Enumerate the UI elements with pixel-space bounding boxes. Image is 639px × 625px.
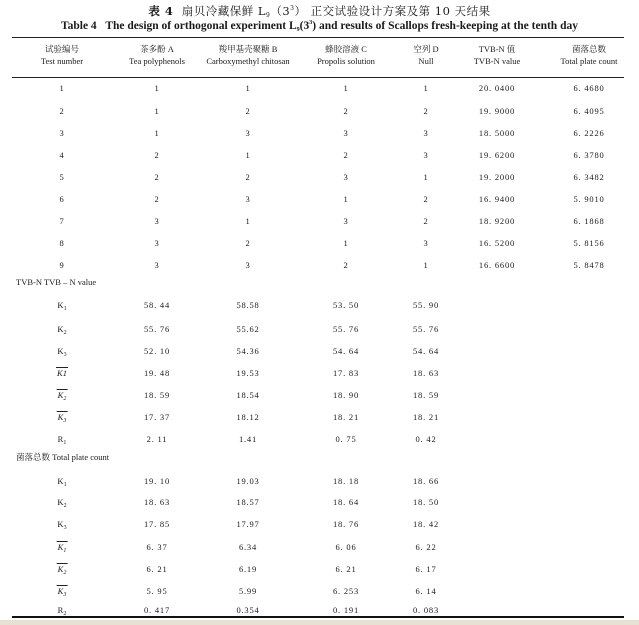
table-cell: 2 <box>343 260 349 270</box>
table-cell: 5 <box>59 172 65 182</box>
row-label-letter: K <box>57 542 64 552</box>
analysis-cell: 58.58 <box>236 300 260 310</box>
caption-en-paren-open: ( <box>299 20 304 32</box>
row-label <box>57 324 66 336</box>
analysis-cell: 5.99 <box>238 586 258 596</box>
row-label-symbol <box>57 563 68 574</box>
table-cell: 19. 9000 <box>478 106 516 116</box>
table-cell: 3 <box>423 128 429 138</box>
table-cell: 3 <box>154 216 160 226</box>
analysis-cell: 18. 90 <box>332 390 360 400</box>
column-header <box>413 43 438 67</box>
table-cell: 6. 4095 <box>573 106 605 116</box>
table-cell: 6. 3780 <box>573 150 605 160</box>
row-label-subscript: 2 <box>63 396 67 402</box>
analysis-cell: 6. 21 <box>146 564 168 574</box>
row-label <box>57 300 66 312</box>
analysis-cell: 5. 95 <box>146 586 168 596</box>
table-caption-chinese <box>0 3 639 19</box>
table-cell: 5. 8156 <box>573 238 605 248</box>
analysis-cell: 52. 10 <box>143 346 171 356</box>
row-label-letter: K <box>57 476 64 486</box>
column-header-en: TVB-N value <box>473 56 521 66</box>
analysis-cell: 0. 083 <box>412 605 440 615</box>
analysis-cell: 0.354 <box>236 605 260 615</box>
row-label-subscript: 1 <box>63 482 67 488</box>
analysis-cell: 0. 417 <box>143 605 171 615</box>
row-label-subscript: 3 <box>63 592 67 598</box>
row-label <box>57 564 68 576</box>
caption-en-text-a: The design of orthogonal experiment L <box>105 20 297 32</box>
table-cell: 16. 6600 <box>478 260 516 270</box>
table-cell: 6. 1868 <box>573 216 605 226</box>
analysis-cell: 18. 63 <box>143 497 171 507</box>
column-header-cn: 蜂胶溶液 C <box>325 44 367 54</box>
caption-cn-text-a: 扇贝冷藏保鲜 L <box>181 4 267 18</box>
table-cell: 19. 6200 <box>478 150 516 160</box>
analysis-cell: 0. 191 <box>332 605 360 615</box>
row-label <box>57 497 66 509</box>
row-label-symbol <box>57 324 66 334</box>
table-cell: 6. 2226 <box>573 128 605 138</box>
analysis-cell: 53. 50 <box>332 300 360 310</box>
table-cell: 6 <box>59 194 65 204</box>
row-label-letter: K <box>57 497 64 507</box>
row-label-symbol <box>56 367 68 378</box>
analysis-cell: 18. 50 <box>412 497 440 507</box>
analysis-cell: 18. 59 <box>143 390 171 400</box>
analysis-cell: 55. 76 <box>412 324 440 334</box>
analysis-cell: 19.53 <box>236 368 260 378</box>
caption-en-superscript: 3 <box>309 20 313 27</box>
table-cell: 2 <box>423 194 429 204</box>
column-header <box>317 43 375 67</box>
table-cell: 20. 0400 <box>478 83 516 93</box>
table-cell: 7 <box>59 216 65 226</box>
table-cell: 9 <box>59 260 65 270</box>
caption-cn-paren-close: ） <box>294 4 307 18</box>
row-label-letter: K <box>57 324 64 334</box>
table-cell: 5. 8478 <box>573 260 605 270</box>
section-title-total-plate-count: 菌落总数 Total plate count <box>16 452 110 462</box>
row-label-letter: K <box>57 412 64 422</box>
table-cell: 18. 5000 <box>478 128 516 138</box>
analysis-cell: 19. 10 <box>143 476 171 486</box>
table-cell: 3 <box>343 172 349 182</box>
row-label-letter: K <box>57 586 64 596</box>
column-header-en: Null <box>418 56 434 66</box>
table-cell: 2 <box>154 150 160 160</box>
analysis-cell: 18. 63 <box>412 368 440 378</box>
column-header-cn: 空列 D <box>413 44 439 54</box>
row-label-letter: K1 <box>57 368 67 378</box>
table-cell: 1 <box>154 106 160 116</box>
analysis-cell: 6.34 <box>238 542 258 552</box>
analysis-cell: 55. 76 <box>143 324 171 334</box>
column-header-cn: 菌落总数 <box>571 44 606 54</box>
row-label-subscript: 3 <box>63 418 67 424</box>
analysis-cell: 6. 14 <box>415 586 437 596</box>
row-label-symbol <box>57 346 66 356</box>
table-cell: 2 <box>245 172 251 182</box>
analysis-cell: 0. 42 <box>415 434 437 444</box>
table-cell: 6. 4680 <box>573 83 605 93</box>
table-cell: 2 <box>59 106 65 116</box>
row-label-subscript: 1 <box>63 440 67 446</box>
analysis-cell: 19. 48 <box>143 368 171 378</box>
caption-cn-base: 3 <box>282 4 291 18</box>
row-label-letter: K <box>57 390 64 400</box>
table-cell: 3 <box>154 238 160 248</box>
row-label-letter: K <box>57 564 64 574</box>
analysis-cell: 18. 76 <box>332 519 360 529</box>
analysis-cell: 6. 17 <box>415 564 437 574</box>
column-header-en: Test number <box>40 56 84 66</box>
caption-en-subscript: 9 <box>296 27 300 33</box>
row-label <box>57 390 68 402</box>
row-label <box>58 434 67 446</box>
table-cell: 1 <box>423 260 429 270</box>
analysis-cell: 1.41 <box>238 434 258 444</box>
row-label-subscript: 2 <box>63 330 67 336</box>
table-cell: 1 <box>423 83 429 93</box>
table-cell: 1 <box>343 194 349 204</box>
table-bottom-rule <box>12 616 624 618</box>
row-label-subscript: 2 <box>63 570 67 576</box>
page-bottom-strip <box>0 620 639 625</box>
table-cell: 1 <box>154 128 160 138</box>
row-label-letter: K <box>57 300 64 310</box>
caption-cn-superscript: 3 <box>290 5 295 13</box>
table-cell: 3 <box>343 128 349 138</box>
table-cell: 1 <box>423 172 429 182</box>
analysis-cell: 55. 76 <box>332 324 360 334</box>
analysis-cell: 18.54 <box>236 390 260 400</box>
caption-cn-text-b: 正交试验设计方案及第 10 天结果 <box>310 4 491 18</box>
row-label-symbol <box>57 541 68 552</box>
table-cell: 3 <box>245 128 251 138</box>
table-cell: 3 <box>423 238 429 248</box>
row-label-symbol <box>57 476 66 486</box>
caption-en-base: 3 <box>303 20 310 32</box>
row-label <box>57 412 68 424</box>
table-cell: 5. 9010 <box>573 194 605 204</box>
caption-cn-subscript: 9 <box>266 12 271 19</box>
column-header-en: Propolis solution <box>317 56 375 66</box>
table-number-cn: 表 4 <box>148 4 174 18</box>
table-caption-english <box>0 20 639 33</box>
analysis-cell: 17. 37 <box>143 412 171 422</box>
table-cell: 1 <box>343 83 349 93</box>
row-label-symbol <box>58 434 67 444</box>
analysis-cell: 18. 42 <box>412 519 440 529</box>
row-label-symbol <box>57 411 68 422</box>
analysis-cell: 6. 06 <box>335 542 357 552</box>
row-label <box>57 542 68 554</box>
row-label-subscript: 1 <box>63 548 67 554</box>
analysis-cell: 2. 11 <box>146 434 168 444</box>
analysis-cell: 18. 66 <box>412 476 440 486</box>
row-label-subscript: 2 <box>63 611 67 617</box>
row-label-symbol <box>57 497 66 507</box>
table-cell: 1 <box>245 150 251 160</box>
table-cell: 2 <box>423 106 429 116</box>
row-label-symbol <box>57 300 66 310</box>
table-top-rule <box>12 37 624 38</box>
analysis-cell: 58. 44 <box>143 300 171 310</box>
column-header-cn: TVB-N 值 <box>478 44 516 54</box>
analysis-cell: 0. 75 <box>335 434 357 444</box>
table-cell: 2 <box>423 216 429 226</box>
caption-en-text-b: and results of Scallops fresh-keeping at the tenth day <box>318 20 578 32</box>
column-header-cn: 羧甲基壳聚糖 B <box>218 44 278 54</box>
table-cell: 1 <box>59 83 65 93</box>
table-cell: 16. 5200 <box>478 238 516 248</box>
row-label <box>57 346 66 358</box>
row-label-letter: R <box>57 605 64 615</box>
table-cell: 2 <box>343 106 349 116</box>
table-cell: 2 <box>245 106 251 116</box>
table-cell: 2 <box>154 194 160 204</box>
column-header <box>206 43 289 67</box>
analysis-cell: 18.57 <box>236 497 260 507</box>
row-label-subscript: 1 <box>63 306 67 312</box>
table-cell: 3 <box>245 194 251 204</box>
column-header <box>129 43 185 67</box>
analysis-cell: 6. 253 <box>332 586 360 596</box>
analysis-cell: 18.12 <box>236 412 260 422</box>
row-label <box>57 586 68 598</box>
table-cell: 4 <box>59 150 65 160</box>
table-cell: 2 <box>343 150 349 160</box>
analysis-cell: 17. 83 <box>332 368 360 378</box>
section-title-tvbn: TVB-N TVB – N value <box>16 277 97 287</box>
analysis-cell: 55.62 <box>236 324 260 334</box>
row-label-letter: R <box>57 434 64 444</box>
table-cell: 1 <box>154 83 160 93</box>
row-label-subscript: 3 <box>63 525 67 531</box>
table-cell: 3 <box>154 260 160 270</box>
column-header-en: Tea polyphenols <box>129 56 185 66</box>
row-label-subscript: 2 <box>63 503 67 509</box>
table-cell: 3 <box>245 260 251 270</box>
analysis-cell: 19.03 <box>236 476 260 486</box>
table-cell: 3 <box>343 216 349 226</box>
analysis-cell: 6. 21 <box>335 564 357 574</box>
column-header <box>474 43 521 67</box>
analysis-cell: 55. 90 <box>412 300 440 310</box>
row-label-symbol <box>57 585 68 596</box>
table-cell: 1 <box>245 216 251 226</box>
table-cell: 1 <box>343 238 349 248</box>
analysis-cell: 18. 64 <box>332 497 360 507</box>
table-cell: 6. 3482 <box>573 172 605 182</box>
row-label <box>57 476 66 488</box>
table-cell: 3 <box>423 150 429 160</box>
column-header-cn: 试验编号 <box>44 44 80 54</box>
analysis-cell: 18. 18 <box>332 476 360 486</box>
row-label-symbol <box>57 519 66 529</box>
caption-cn-paren-open: （ <box>270 4 283 18</box>
table-cell: 8 <box>59 238 65 248</box>
analysis-cell: 54.36 <box>236 346 260 356</box>
row-label-symbol <box>58 605 67 615</box>
column-header-cn: 茶多酚 A <box>140 44 174 54</box>
row-label <box>57 519 66 531</box>
analysis-cell: 6.19 <box>238 564 258 574</box>
caption-en-paren-close: ) <box>312 20 317 32</box>
table-cell: 18. 9200 <box>478 216 516 226</box>
row-label-symbol <box>57 389 68 400</box>
row-label <box>56 368 68 378</box>
analysis-cell: 6. 22 <box>415 542 437 552</box>
table-header-rule <box>12 77 624 78</box>
row-label-letter: K <box>57 519 64 529</box>
analysis-cell: 17. 85 <box>143 519 171 529</box>
column-header-en: Carboxymethyl chitosan <box>206 56 290 66</box>
column-header <box>41 43 83 67</box>
analysis-cell: 54. 64 <box>412 346 440 356</box>
table-cell: 16. 9400 <box>478 194 516 204</box>
column-header <box>561 43 618 67</box>
table-number-en: Table 4 <box>61 20 97 32</box>
analysis-cell: 6. 37 <box>146 542 168 552</box>
row-label-subscript: 3 <box>63 352 67 358</box>
table-cell: 3 <box>59 128 65 138</box>
table-cell: 2 <box>154 172 160 182</box>
column-header-en: Total plate count <box>560 56 618 66</box>
analysis-cell: 18. 59 <box>412 390 440 400</box>
analysis-cell: 18. 21 <box>332 412 360 422</box>
analysis-cell: 18. 21 <box>412 412 440 422</box>
analysis-cell: 54. 64 <box>332 346 360 356</box>
table-cell: 2 <box>245 238 251 248</box>
analysis-cell: 17.97 <box>236 519 260 529</box>
table-cell: 19. 2000 <box>478 172 516 182</box>
table-cell: 1 <box>245 83 251 93</box>
row-label-letter: K <box>57 346 64 356</box>
